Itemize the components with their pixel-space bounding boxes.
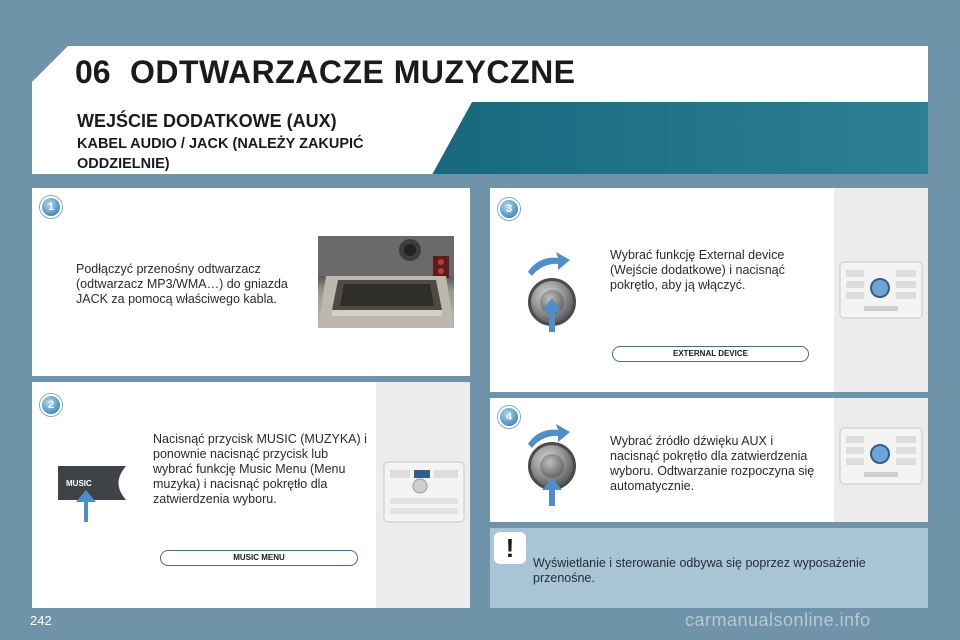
- radio-panel-illustration: [834, 398, 928, 522]
- music-button-shape: [56, 464, 128, 524]
- external-device-pill: EXTERNAL DEVICE: [612, 346, 809, 362]
- step-text: Wybrać źródło dźwięku AUX i nacisnąć pokrętło dla zatwierdzenia wyboru. Odtwarzanie rozpoczyna się automatycznie.: [610, 434, 815, 493]
- glovebox-illustration: [318, 236, 454, 328]
- glovebox-photo: [318, 236, 454, 328]
- page-title: ODTWARZACZE MUZYCZNE: [130, 54, 576, 90]
- music-menu-pill: MUSIC MENU: [160, 550, 358, 566]
- radio-panel-area: [834, 188, 928, 392]
- music-button-label: MUSIC: [66, 479, 92, 488]
- warning-text: Wyświetlanie i sterowanie odbywa się poprzez wyposażenie przenośne.: [533, 556, 866, 585]
- radio-panel-illustration: [376, 382, 470, 608]
- rotary-knob-illustration: [522, 248, 586, 334]
- step-text: Wybrać funkcję External device (Wejście dodatkowe) i nacisnąć pokrętło, aby ją włączyć.: [610, 248, 785, 292]
- step-text: Nacisnąć przycisk MUSIC (MUZYKA) i ponownie nacisnąć przycisk lub wybrać funkcję Music Menu (Menu muzyka) i nacisnąć pokrętło dla zatwierdzenia wyboru.: [153, 432, 367, 506]
- music-button-illustration: [56, 464, 128, 524]
- watermark: carmanualsonline.info: [685, 610, 871, 630]
- warning-icon: !: [494, 532, 526, 564]
- page-number: 242: [30, 613, 52, 628]
- step-number-badge: 3: [498, 198, 520, 220]
- step-number-badge: 2: [40, 394, 62, 416]
- rotary-knob-illustration: [522, 420, 586, 506]
- step-number-badge: 4: [498, 406, 520, 428]
- push-arrow-icon: [522, 420, 586, 506]
- push-arrow-icon: [522, 248, 586, 334]
- chapter-number: 06: [75, 54, 111, 90]
- section-subtitle: KABEL AUDIO / JACK (NALEŻY ZAKUPIĆ ODDZIELNIE): [77, 136, 364, 172]
- section-title: WEJŚCIE DODATKOWE (AUX): [77, 111, 337, 131]
- radio-panel-illustration: [834, 188, 928, 392]
- step-text: Podłączyć przenośny odtwarzacz (odtwarzacz MP3/WMA…) do gniazda JACK za pomocą właściwego kabla.: [76, 262, 288, 306]
- step-number-badge: 1: [40, 196, 62, 218]
- radio-panel-area: [834, 398, 928, 522]
- radio-panel-area: [376, 382, 470, 608]
